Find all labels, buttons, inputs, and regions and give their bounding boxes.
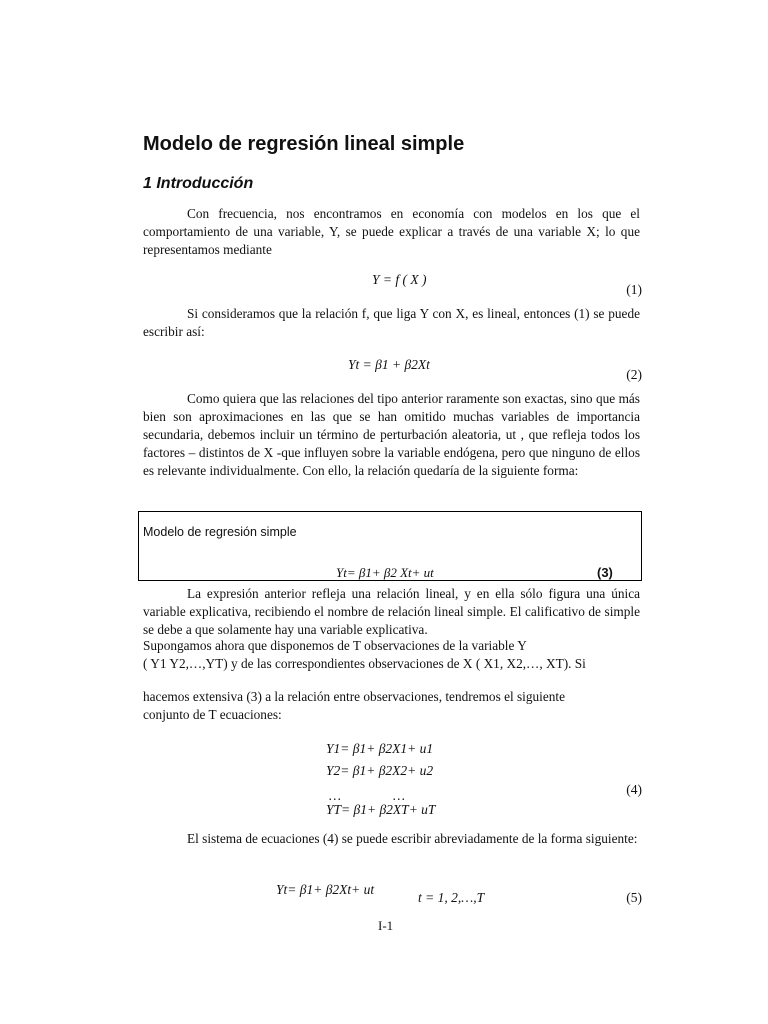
equation-5-range: t = 1, 2,…,T (418, 890, 485, 905)
model-box-title: Modelo de regresión simple (143, 525, 297, 539)
paragraph-5-text: El sistema de ecuaciones (4) se puede escribir abreviadamente de la forma siguiente: (187, 831, 638, 846)
section-heading: 1 Introducción (143, 175, 254, 192)
equation-4-line-2: Y2= β1+ β2X2+ u2 (326, 763, 434, 778)
equation-2: Yt = β1 + β2Xt (348, 357, 430, 372)
page-title: Modelo de regresión lineal simple (143, 133, 465, 155)
equation-4-line-3: YT= β1+ β2XT+ uT (326, 802, 436, 817)
equation-4-number: (4) (626, 782, 642, 797)
equation-4-dots-right: … (392, 788, 406, 803)
model-box-number: (3) (597, 565, 613, 580)
equation-2-number: (2) (626, 367, 642, 382)
paragraph-3 (143, 390, 640, 480)
equation-1: Y = f ( X ) (372, 272, 427, 287)
paragraph-4 (143, 585, 640, 639)
paragraph-2 (143, 305, 640, 341)
paragraph-4-text: La expresión anterior refleja una relación lineal, y en ella sólo figura una única variable explicativa, recibiendo el nombre de relación lineal simple. El calificativo de simple se debe a que solamente hay una variable explicativa. (143, 586, 640, 637)
equation-1-number: (1) (626, 282, 642, 297)
line-b: ( Y1 Y2,…,YT) y de las correspondientes observaciones de X ( X1, X2,…, XT). Si (143, 656, 586, 671)
equation-4-dots-left: … (328, 788, 342, 803)
equation-5: Yt= β1+ β2Xt+ ut (276, 882, 375, 897)
line-a: Supongamos ahora que disponemos de T observaciones de la variable Y (143, 638, 527, 653)
equation-4-line-1: Y1= β1+ β2X1+ u1 (326, 741, 434, 756)
paragraph-1 (143, 205, 640, 259)
line-c: hacemos extensiva (3) a la relación entre observaciones, tendremos el siguiente (143, 689, 566, 704)
line-d: conjunto de T ecuaciones: (143, 707, 282, 722)
paragraph-2-text: Si consideramos que la relación f, que liga Y con X, es lineal, entonces (1) se puede escribir así: (143, 306, 640, 339)
paragraph-3-text: Como quiera que las relaciones del tipo anterior raramente son exactas, sino que más bien son aproximaciones en las que se han omitido muchas variables de importancia secundaria, debemos incluir un término de perturbación aleatoria, ut , que refleja todos los factores – distintos de X -que influyen sobre la variable endógena, pero que ninguno de ellos es relevante individualmente. Con ello, la relación quedaría de la siguiente forma: (143, 391, 640, 478)
model-box-equation: Yt= β1+ β2 Xt+ ut (336, 565, 434, 580)
paragraph-1-text: Con frecuencia, nos encontramos en economía con modelos en los que el comportamiento de una variable, Y, se puede explicar a través de una variable X; lo que representamos mediante (143, 206, 640, 257)
paragraph-5 (143, 830, 640, 848)
equation-5-number: (5) (626, 890, 642, 905)
page-footer: I-1 (378, 918, 394, 933)
